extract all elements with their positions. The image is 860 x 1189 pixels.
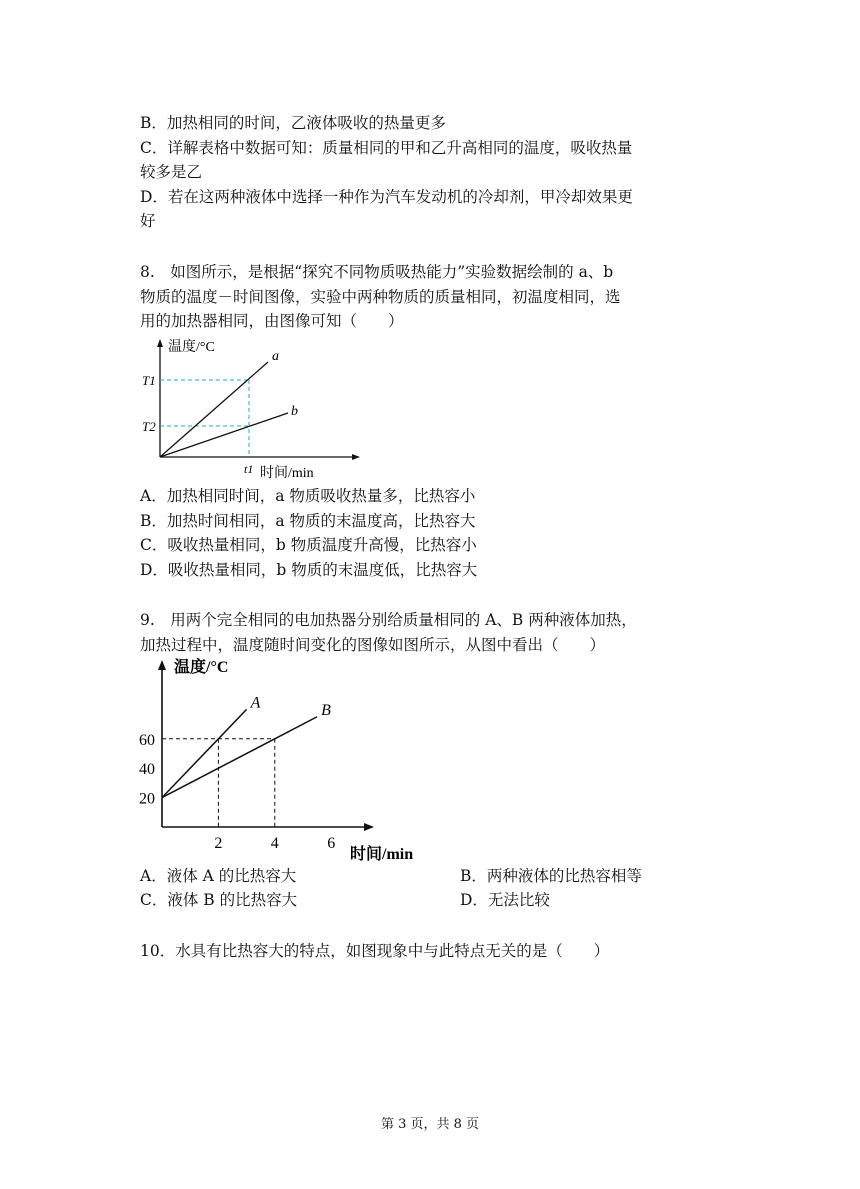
page-footer: 第 3 页，共 8 页 <box>380 1117 480 1132</box>
q9-y-tick-20: 20 <box>139 790 155 808</box>
q9-option-a: A．液体 A 的比热容大 <box>140 867 297 885</box>
q9-option-c: C．液体 B 的比热容大 <box>140 891 298 909</box>
q9-y-axis-arrow <box>158 660 166 670</box>
q9-series-label-A: A <box>250 694 261 712</box>
q8-y-axis-label: 温度/°C <box>168 340 215 355</box>
q8-stem-line-1: 8. 如图所示，是根据“探究不同物质吸热能力”实验数据绘制的 a、b <box>140 263 614 281</box>
q9-y-tick-60: 60 <box>139 731 155 749</box>
q8-tick-t2-upper: T2 <box>142 419 156 434</box>
q9-y-tick-40: 40 <box>139 761 155 779</box>
q9-x-tick-4: 4 <box>270 835 279 852</box>
q7-option-d: D．若在这两种液体中选择一种作为汽车发动机的冷却剂，甲冷却效果更 <box>140 188 633 206</box>
q8-stem-line-3: 用的加热器相同，由图像可知（ ） <box>140 312 404 330</box>
q9-stem-line-2: 加热过程中，温度随时间变化的图像如图所示，从图中看出（ ） <box>140 636 606 654</box>
q8-tick-t1-upper: T1 <box>142 373 156 388</box>
q8-tick-t1-lower: t1 <box>244 462 254 476</box>
q8-stem-line-2: 物质的温度－时间图像，实验中两种物质的质量相同，初温度相同，选 <box>140 288 621 306</box>
q9-x-axis-arrow <box>364 823 374 831</box>
q8-line-b-label: b <box>291 404 298 419</box>
q8-option-b: B．加热时间相同，a 物质的末温度高，比热容大 <box>140 512 476 530</box>
q9-x-tick-2: 2 <box>214 835 223 852</box>
q9-x-tick-6: 6 <box>327 835 336 852</box>
q8-line-a-label: a <box>272 349 279 364</box>
q10-stem: 10．水具有比热容大的特点，如图现象中与此特点无关的是（ ） <box>140 942 610 960</box>
q7-option-d-cont: 好 <box>140 212 156 230</box>
q9-option-b: B．两种液体的比热容相等 <box>460 867 642 885</box>
q8-option-c: C．吸收热量相同，b 物质温度升高慢，比热容小 <box>140 536 477 554</box>
q7-option-b: B．加热相同的时间，乙液体吸收的热量更多 <box>140 114 446 132</box>
q8-figure <box>138 335 368 483</box>
q8-x-axis-label: 时间/min <box>260 466 314 481</box>
q9-y-axis-label: 温度/°C <box>174 659 229 676</box>
q9-option-d: D．无法比较 <box>460 891 550 909</box>
q8-option-a: A．加热相同时间，a 物质吸收热量多，比热容小 <box>140 487 476 505</box>
q9-series-label-B: B <box>321 701 331 719</box>
q7-option-c: C．详解表格中数据可知：质量相同的甲和乙升高相同的温度，吸收热量 <box>140 139 633 157</box>
q9-chart <box>138 654 438 866</box>
q9-stem-line-1: 9. 用两个完全相同的电加热器分别给质量相同的 A、B 两种液体加热， <box>140 611 637 629</box>
q8-option-d: D．吸收热量相同，b 物质的末温度低，比热容大 <box>140 561 478 579</box>
q9-x-axis-label: 时间/min <box>350 846 414 863</box>
q9-series-line-A <box>162 709 247 797</box>
q7-option-c-cont: 较多是乙 <box>140 163 203 181</box>
q9-series-line-B <box>162 717 317 798</box>
